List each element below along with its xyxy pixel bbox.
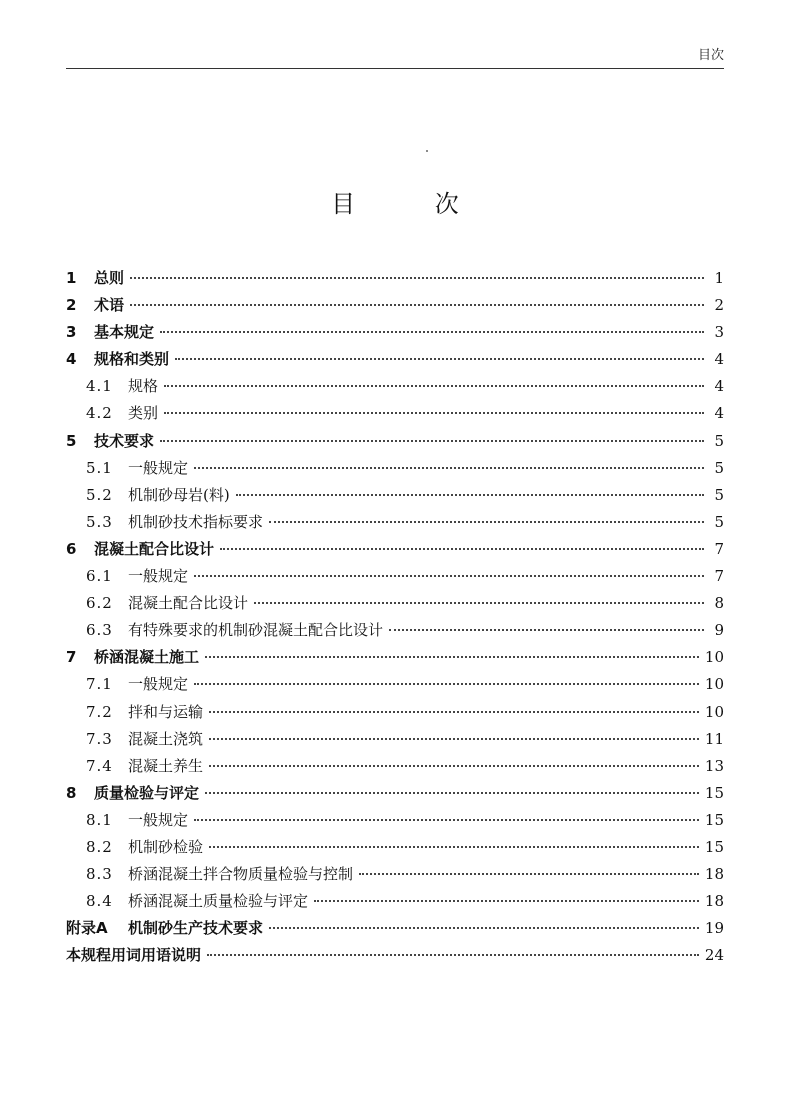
dot-leader <box>194 683 699 685</box>
toc-entry[interactable] <box>66 373 724 400</box>
dot-leader <box>194 467 704 469</box>
toc-entry-number: 5.2 <box>86 485 113 504</box>
toc-entry[interactable] <box>66 590 724 617</box>
toc-entry-title: 一般规定 <box>128 458 189 477</box>
toc-entry-title: 技术要求 <box>94 431 155 450</box>
toc-entry-title: 规格 <box>128 377 159 396</box>
dot-leader <box>314 900 699 902</box>
toc-entry[interactable] <box>66 346 724 373</box>
toc-entry-page: 15 <box>704 810 724 829</box>
dot-leader <box>160 331 704 333</box>
toc-entry[interactable] <box>66 265 724 292</box>
toc-entry[interactable] <box>66 400 724 427</box>
dot-leader <box>130 304 704 306</box>
toc-entry-number: 4.2 <box>86 404 113 423</box>
toc-entry-number: 7.1 <box>86 675 113 694</box>
toc-entry[interactable] <box>66 319 724 346</box>
toc-entry-number: 6.1 <box>86 567 113 586</box>
toc-entry-page: 18 <box>704 865 724 884</box>
toc-entry-page: 5 <box>714 431 724 450</box>
toc-entry-title: 质量检验与评定 <box>94 783 200 802</box>
dot-leader <box>194 575 704 577</box>
toc-entry[interactable] <box>66 482 724 509</box>
toc-entry-title: 桥涵混凝土质量检验与评定 <box>128 892 309 911</box>
toc-entry-title: 有特殊要求的机制砂混凝土配合比设计 <box>128 621 384 640</box>
toc-entry[interactable] <box>66 861 724 888</box>
toc-entry-page: 18 <box>704 892 724 911</box>
toc-entry-title: 一般规定 <box>128 810 189 829</box>
dot-leader <box>269 927 699 929</box>
toc-entry-title: 拌和与运输 <box>128 702 204 721</box>
toc-entry[interactable] <box>66 699 724 726</box>
toc-entry[interactable] <box>66 563 724 590</box>
toc-entry-title: 总则 <box>94 269 125 287</box>
toc-entry-page: 3 <box>714 323 724 342</box>
toc-entry-number: 5.3 <box>86 512 113 531</box>
toc-entry-page: 5 <box>714 458 724 477</box>
dot-leader <box>209 711 699 713</box>
toc-entry-page: 10 <box>704 675 724 694</box>
toc-entry-number: 7.2 <box>86 702 113 721</box>
dot-leader <box>220 548 704 550</box>
toc-entry-page: 7 <box>714 567 724 586</box>
dot-leader <box>164 385 704 387</box>
toc-entry-title: 机制砂母岩(料) <box>128 485 230 504</box>
toc-entry-title: 机制砂检验 <box>128 837 204 856</box>
toc-entry-page: 4 <box>714 377 724 396</box>
toc-entry-page: 2 <box>714 296 724 315</box>
toc-entry[interactable] <box>66 509 724 536</box>
toc-entry-page: 10 <box>704 648 724 667</box>
toc-entry-page: 24 <box>704 946 724 965</box>
toc-entry-page: 15 <box>704 783 724 802</box>
dot-leader <box>254 602 704 604</box>
toc-entry-number: 6 <box>66 539 77 558</box>
toc-entry[interactable] <box>66 428 724 455</box>
toc-entry-page: 15 <box>704 837 724 856</box>
header-rule <box>66 68 724 69</box>
toc-entry-number: 7.3 <box>86 729 113 748</box>
toc-entry-title: 规格和类别 <box>94 350 170 369</box>
toc-entry-title: 一般规定 <box>128 675 189 694</box>
toc-entry-number: 附录A <box>66 919 108 938</box>
toc-entry-number: 5 <box>66 431 77 450</box>
dot-leader <box>205 792 699 794</box>
dot-leader <box>194 819 699 821</box>
toc-entry-title: 混凝土养生 <box>128 756 204 775</box>
toc-entry[interactable] <box>66 536 724 563</box>
dot-leader <box>359 873 699 875</box>
toc-entry-page: 10 <box>704 702 724 721</box>
toc-entry-page: 7 <box>714 539 724 558</box>
page-title: 目 次 <box>331 190 495 218</box>
toc-entry-number: 2 <box>66 296 77 315</box>
toc-entry-number: 6.3 <box>86 621 113 640</box>
toc-entry[interactable] <box>66 644 724 671</box>
toc-entry-title: 桥涵混凝土拌合物质量检验与控制 <box>128 865 354 884</box>
toc-entry-number: 8.4 <box>86 892 113 911</box>
toc-entry-page: 19 <box>704 919 724 938</box>
dot-leader <box>269 521 704 523</box>
toc-entry-page: 13 <box>704 756 724 775</box>
toc-entry-number: 5.1 <box>86 458 113 477</box>
toc-entry[interactable] <box>66 915 724 942</box>
dot-leader <box>389 629 704 631</box>
toc-entry-title: 类别 <box>128 404 159 423</box>
toc-entry-title: 混凝土配合比设计 <box>128 594 249 613</box>
toc-entry-page: 4 <box>714 350 724 369</box>
dot-leader <box>209 846 699 848</box>
toc-entry[interactable] <box>66 888 724 915</box>
print-speck <box>426 150 428 152</box>
dot-leader <box>209 738 699 740</box>
toc-entry-page: 9 <box>714 621 724 640</box>
toc-entry-page: 5 <box>714 512 724 531</box>
dot-leader <box>175 358 704 360</box>
toc-entry-title: 混凝土浇筑 <box>128 729 204 748</box>
dot-leader <box>207 954 699 956</box>
dot-leader <box>205 656 699 658</box>
toc-entry-number: 1 <box>66 269 77 287</box>
toc-entry-page: 1 <box>714 269 724 287</box>
toc-entry-title: 基本规定 <box>94 323 155 342</box>
toc-entry[interactable] <box>66 942 724 969</box>
toc-entry-title: 机制砂生产技术要求 <box>128 919 264 938</box>
toc-entry-number: 8 <box>66 783 77 802</box>
toc-entry-number: 8.1 <box>86 810 113 829</box>
toc-entry[interactable] <box>66 671 724 698</box>
toc-entry[interactable] <box>66 753 724 780</box>
toc-entry-number: 8.3 <box>86 865 113 884</box>
toc-entry-title: 机制砂技术指标要求 <box>128 512 264 531</box>
toc-entry[interactable] <box>66 780 724 807</box>
toc-entry-number: 7.4 <box>86 756 113 775</box>
toc-entry-number: 3 <box>66 323 77 342</box>
toc-entry-number: 4 <box>66 350 77 369</box>
toc-entry[interactable] <box>66 834 724 861</box>
toc-entry[interactable] <box>66 292 724 319</box>
dot-leader <box>209 765 699 767</box>
toc-entry[interactable] <box>66 617 724 644</box>
toc-entry-title: 一般规定 <box>128 567 189 586</box>
toc-entry-title: 术语 <box>94 296 125 315</box>
toc-entry-number: 8.2 <box>86 837 113 856</box>
toc-entry-title: 本规程用词用语说明 <box>66 946 202 965</box>
toc-entry-number: 6.2 <box>86 594 113 613</box>
running-head: 目次 <box>697 48 724 63</box>
toc-entry[interactable] <box>66 807 724 834</box>
toc-entry-page: 8 <box>714 594 724 613</box>
toc-entry-page: 4 <box>714 404 724 423</box>
toc-entry[interactable] <box>66 455 724 482</box>
toc-entry-number: 4.1 <box>86 377 113 396</box>
toc-entry-page: 5 <box>714 485 724 504</box>
toc-entry[interactable] <box>66 726 724 753</box>
toc-entry-title: 桥涵混凝土施工 <box>94 648 200 667</box>
dot-leader <box>130 277 704 279</box>
toc-entry-page: 11 <box>704 729 724 748</box>
dot-leader <box>236 494 704 496</box>
table-of-contents <box>66 265 724 969</box>
dot-leader <box>164 412 704 414</box>
toc-entry-number: 7 <box>66 648 77 667</box>
toc-entry-title: 混凝土配合比设计 <box>94 539 215 558</box>
dot-leader <box>160 440 704 442</box>
